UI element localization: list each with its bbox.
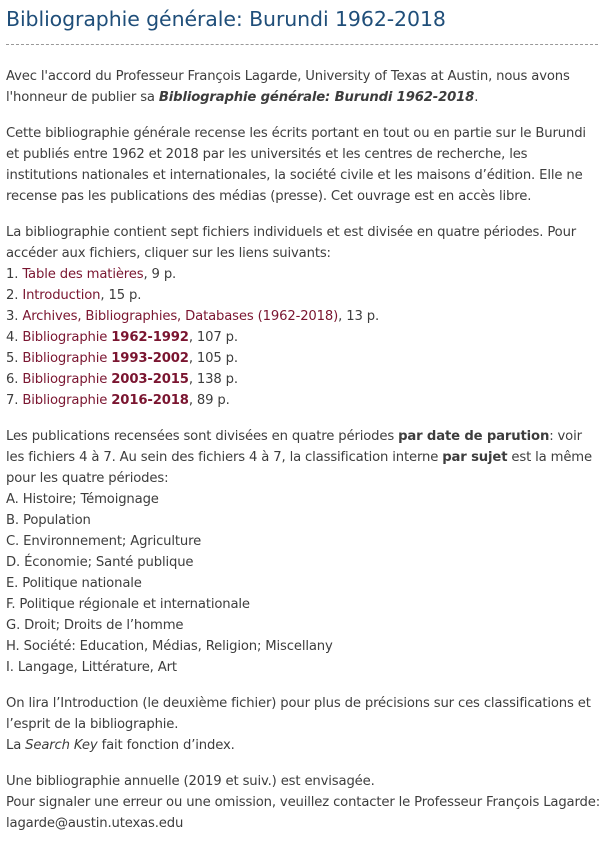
file-link-text: Bibliographie bbox=[22, 330, 112, 345]
article-body bbox=[6, 66, 602, 834]
search-post: fait fonction d’index. bbox=[97, 738, 235, 753]
file-pages: , 9 p. bbox=[143, 267, 177, 282]
category-item: E. Politique nationale bbox=[6, 576, 142, 591]
file-link-period: 2016-2018 bbox=[111, 393, 189, 408]
file-pages: , 107 p. bbox=[188, 330, 238, 345]
contact-note: Pour signaler une erreur ou une omission, veuillez contacter le Professeur François Lagarde: lagarde@austin.utexas.edu bbox=[6, 795, 601, 831]
file-link-text: Bibliographie bbox=[22, 393, 112, 408]
file-pages: , 105 p. bbox=[188, 351, 238, 366]
file-link-text: Bibliographie bbox=[22, 351, 112, 366]
file-pages: , 15 p. bbox=[100, 288, 142, 303]
page-title: Bibliographie générale: Burundi 1962-2018 bbox=[6, 7, 446, 31]
file-number: 7. bbox=[6, 393, 23, 408]
files-intro: La bibliographie contient sept fichiers individuels et est divisée en quatre périodes. Pour accéder aux fichiers, cliquer sur les liens suivants: bbox=[6, 225, 577, 261]
periods-bold-date: par date de parution bbox=[398, 429, 550, 444]
category-item: F. Politique régionale et internationale bbox=[6, 597, 250, 612]
file-list-item bbox=[6, 348, 602, 369]
category-item: I. Langage, Littérature, Art bbox=[6, 660, 177, 675]
file-pages: , 89 p. bbox=[188, 393, 230, 408]
file-link[interactable] bbox=[22, 351, 188, 366]
file-list-item bbox=[6, 327, 602, 348]
file-list bbox=[6, 264, 602, 411]
file-link[interactable] bbox=[22, 372, 188, 387]
title-divider bbox=[6, 44, 598, 45]
file-link[interactable] bbox=[22, 330, 188, 345]
accord-text: Avec l'accord du Professeur François Lagarde, University of Texas at Austin, nous avons l'honneur de publier sa bbox=[6, 69, 570, 105]
file-list-item bbox=[6, 306, 602, 327]
file-link[interactable] bbox=[22, 309, 338, 324]
search-key: Search Key bbox=[25, 738, 98, 753]
file-number: 4. bbox=[6, 330, 23, 345]
file-number: 2. bbox=[6, 288, 23, 303]
file-number: 3. bbox=[6, 309, 23, 324]
file-list-item bbox=[6, 264, 602, 285]
file-link-text: Table des matières bbox=[22, 267, 144, 282]
file-pages: , 13 p. bbox=[338, 309, 380, 324]
accord-end: . bbox=[474, 90, 479, 105]
periods-text-1: Les publications recensées sont divisées en quatre périodes bbox=[6, 429, 399, 444]
accord-paragraph bbox=[6, 66, 602, 108]
file-pages: , 138 p. bbox=[188, 372, 238, 387]
file-link-text: Archives, Bibliographies, Databases (1962-2018) bbox=[22, 309, 339, 324]
file-list-item bbox=[6, 390, 602, 411]
annual-note: Une bibliographie annuelle (2019 et suiv.) est envisagée. bbox=[6, 774, 375, 789]
accord-title: Bibliographie générale: Burundi 1962-2018 bbox=[158, 90, 475, 105]
search-pre: La bbox=[6, 738, 26, 753]
file-link[interactable] bbox=[22, 267, 143, 282]
category-item: G. Droit; Droits de l’homme bbox=[6, 618, 184, 633]
category-item: H. Société: Education, Médias, Religion; Miscellany bbox=[6, 639, 333, 654]
periods-text-2: : voir les fichiers 4 à 7. Au sein des fichiers 4 à 7, la classification interne bbox=[6, 429, 582, 465]
category-item: B. Population bbox=[6, 513, 91, 528]
file-link-period: 1962-1992 bbox=[111, 330, 189, 345]
file-number: 1. bbox=[6, 267, 23, 282]
file-link-period: 2003-2015 bbox=[111, 372, 189, 387]
periods-bold-subject: par sujet bbox=[442, 450, 508, 465]
category-list bbox=[6, 489, 602, 678]
file-list-item bbox=[6, 369, 602, 390]
file-link[interactable] bbox=[22, 288, 100, 303]
category-item: A. Histoire; Témoignage bbox=[6, 492, 159, 507]
category-item: C. Environnement; Agriculture bbox=[6, 534, 202, 549]
periods-paragraph bbox=[6, 426, 602, 489]
notes-paragraph bbox=[6, 693, 602, 756]
file-number: 5. bbox=[6, 351, 23, 366]
periods-text-3: est la même pour les quatre périodes: bbox=[6, 450, 592, 486]
file-link-text: Introduction bbox=[22, 288, 101, 303]
file-link-text: Bibliographie bbox=[22, 372, 112, 387]
category-item: D. Économie; Santé publique bbox=[6, 555, 194, 570]
file-link-period: 1993-2002 bbox=[111, 351, 189, 366]
scope-paragraph: Cette bibliographie générale recense les écrits portant en tout ou en partie sur le Burundi et publiés entre 1962 et 2018 par les universités et les centres de recherche, les institutions nationales et internationales, la société civile et les maisons d’édition. Elle ne recense pas les publications des médias (presse). Cet ouvrage est en accès libre. bbox=[6, 126, 586, 204]
file-number: 6. bbox=[6, 372, 23, 387]
file-link[interactable] bbox=[22, 393, 188, 408]
file-list-item bbox=[6, 285, 602, 306]
introduction-note: On lira l’Introduction (le deuxième fichier) pour plus de précisions sur ces classifications et l’esprit de la bibliographie. bbox=[6, 696, 591, 732]
footer-paragraph bbox=[6, 771, 602, 834]
